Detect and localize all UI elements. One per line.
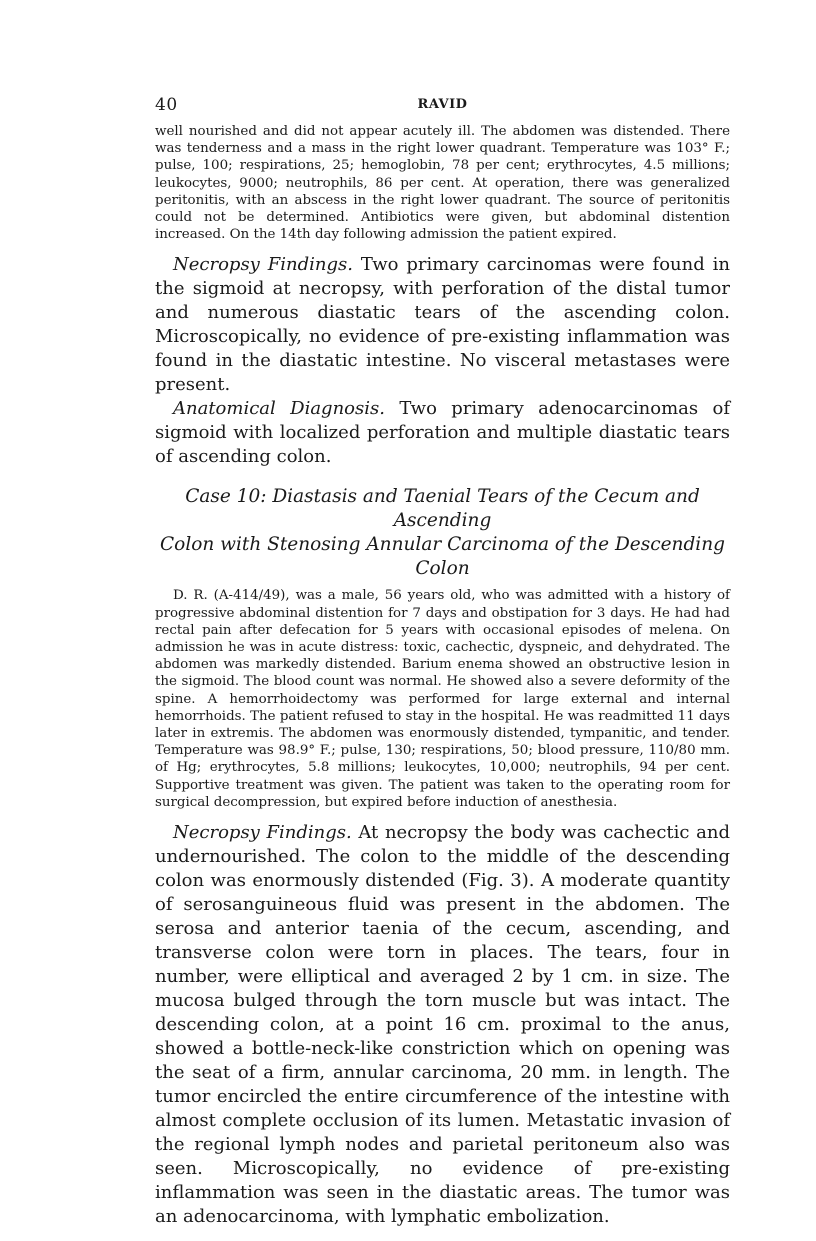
run-in-heading: Necropsy Findings. [173,822,352,844]
page-number: 40 [155,95,178,115]
paragraph-necropsy-findings-2 [155,821,730,1229]
run-in-heading: Anatomical Diagnosis. [173,398,385,420]
paragraph-text: Two primary adenocarcinomas of sigmoid with localized perforation and multiple diastatic tears of ascending colon. [155,398,730,468]
page [155,95,730,1229]
paragraph-necropsy-findings-1 [155,253,730,397]
run-in-heading: Necropsy Findings. [173,254,353,276]
running-title: RAVID [417,97,468,112]
case-title [155,485,730,581]
paragraph-case-10-history: D. R. (A-414/49), was a male, 56 years old, who was admitted with a history of progressive abdominal distention for 7 days and obstipation for 3 days. He had had rectal pain after defecation for 5 years with occasional episodes of melena. On admission he was in acute distress: toxic, cachectic, dyspneic, and dehydrated. The abdomen was markedly distended. Barium enema showed an obstructive lesion in the sigmoid. The blood count was normal. He showed also a severe deformity of the spine. A hemorrhoidectomy was performed for large external and internal hemorrhoids. The patient refused to stay in the hospital. He was readmitted 11 days later in extremis. The abdomen was enormously distended, tympanitic, and tender. Temperature was 98.9° F.; pulse, 130; respirations, 50; blood pressure, 110/80 mm. of Hg; erythrocytes, 5.8 millions; leukocytes, 10,000; neutrophils, 94 per cent. Supportive treatment was given. The patient was taken to the operating room for surgical decompression, but expired before induction of anesthesia. [155,588,730,810]
case-title-line: Case 10: Diastasis and Taenial Tears of the Cecum and Ascending [185,486,700,532]
page-header [155,95,730,121]
case-title-line: Colon with Stenosing Annular Carcinoma of the Descending Colon [160,534,725,580]
paragraph-text: At necropsy the body was cachectic and undernourished. The colon to the middle of the descending colon was enormously distended (Fig. 3). A moderate quantity of serosanguineous fluid was present in the abdomen. The serosa and anterior taenia of the cecum, ascending, and transverse colon were torn in places. The tears, four in number, were elliptical and averaged 2 by 1 cm. in size. The mucosa bulged through the torn muscle but was intact. The descending colon, at a point 16 cm. proximal to the anus, showed a bottle-neck-like constriction which on opening was the seat of a firm, annular carcinoma, 20 mm. in length. The tumor encircled the entire circumference of the intestine with almost complete occlusion of its lumen. Metastatic invasion of the regional lymph nodes and parietal peritoneum also was seen. Microscopically, no evidence of pre-existing inflammation was seen in the diastatic areas. The tumor was an adenocarcinoma, with lymphatic embolization. [155,822,730,1228]
paragraph-anatomical-diagnosis [155,397,730,469]
paragraph-case-history-continued: well nourished and did not appear acutely ill. The abdomen was distended. There was tenderness and a mass in the right lower quadrant. Temperature was 103° F.; pulse, 100; respirations, 25; hemoglobin, 78 per cent; erythrocytes, 4.5 millions; leukocytes, 9000; neutrophils, 86 per cent. At operation, there was generalized peritonitis, with an abscess in the right lower quadrant. The source of peritonitis could not be determined. Antibiotics were given, but abdominal distention increased. On the 14th day following admission the patient expired. [155,124,730,243]
paragraph-text: Two primary carcinomas were found in the sigmoid at necropsy, with perforation of the distal tumor and numerous diastatic tears of the ascending colon. Microscopically, no evidence of pre-existing inflammation was found in the diastatic intestine. No visceral metastases were present. [155,254,730,396]
